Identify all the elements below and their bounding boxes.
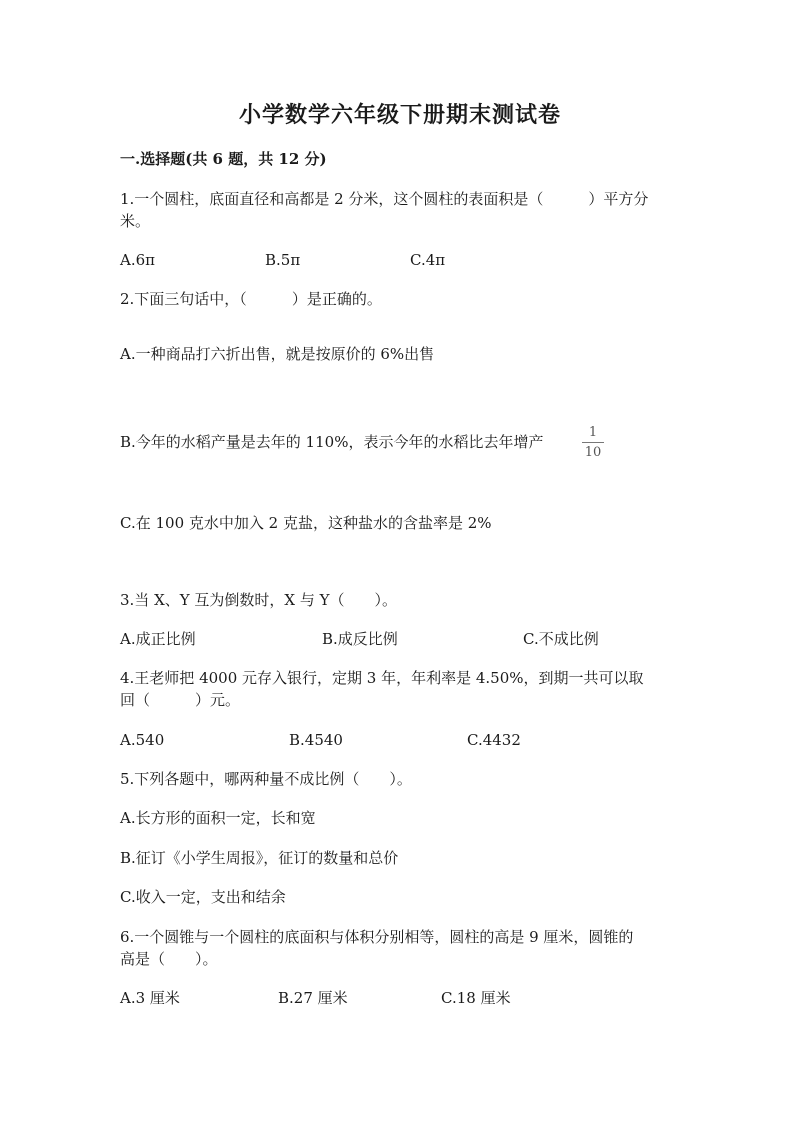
question-6-text-cont: 高是（ ）。 (120, 950, 218, 968)
page-title: 小学数学六年级下册期末测试卷 (238, 102, 561, 128)
question-4-option-a: A.540 (120, 731, 165, 749)
question-3-option-c: C.不成比例 (523, 630, 599, 648)
question-2-option-c: C.在 100 克水中加入 2 克盐，这种盐水的含盐率是 2% (120, 514, 492, 532)
question-3-text: 3.当 X、Y 互为倒数时，X 与 Y（ ）。 (120, 591, 398, 609)
question-3-option-b: B.成反比例 (322, 630, 398, 648)
question-4-text: 4.王老师把 4000 元存入银行，定期 3 年，年利率是 4.50%，到期一共可以取 (120, 669, 644, 687)
question-2-option-a: A.一种商品打六折出售，就是按原价的 6%出售 (120, 345, 435, 363)
question-6-text: 6.一个圆锥与一个圆柱的底面积与体积分别相等，圆柱的高是 9 厘米，圆锥的 (120, 928, 634, 946)
fraction-one-tenth (582, 426, 604, 460)
question-6-option-b: B.27 厘米 (278, 989, 348, 1007)
question-2-option-b: B.今年的水稻产量是去年的 110%，表示今年的水稻比去年增产 (120, 433, 544, 451)
question-3-option-a: A.成正比例 (120, 630, 196, 648)
fraction-denominator: 10 (584, 445, 602, 460)
question-5-text: 5.下列各题中，哪两种量不成比例（ ）。 (120, 770, 412, 788)
question-4-option-b: B.4540 (289, 731, 343, 749)
question-1-option-a: A.6π (120, 251, 156, 269)
question-4-option-c: C.4432 (467, 731, 521, 749)
question-6-option-c: C.18 厘米 (441, 989, 511, 1007)
question-1-option-b: B.5π (265, 251, 301, 269)
fraction-bar (582, 442, 604, 443)
question-6-option-a: A.3 厘米 (120, 989, 180, 1007)
question-5-option-c: C.收入一定，支出和结余 (120, 888, 286, 906)
question-1-text-cont: 米。 (120, 212, 151, 230)
question-5-option-a: A.长方形的面积一定，长和宽 (120, 809, 316, 827)
section-heading: 一.选择题(共 6 题，共 12 分) (120, 150, 327, 168)
question-2-text: 2.下面三句话中，（ ）是正确的。 (120, 290, 382, 308)
question-5-option-b: B.征订《小学生周报》，征订的数量和总价 (120, 849, 399, 867)
question-1-text: 1.一个圆柱，底面直径和高都是 2 分米，这个圆柱的表面积是（ ）平方分 (120, 190, 649, 208)
question-4-text-cont: 回（ ）元。 (120, 691, 241, 709)
fraction-numerator: 1 (588, 425, 598, 440)
question-1-option-c: C.4π (410, 251, 446, 269)
